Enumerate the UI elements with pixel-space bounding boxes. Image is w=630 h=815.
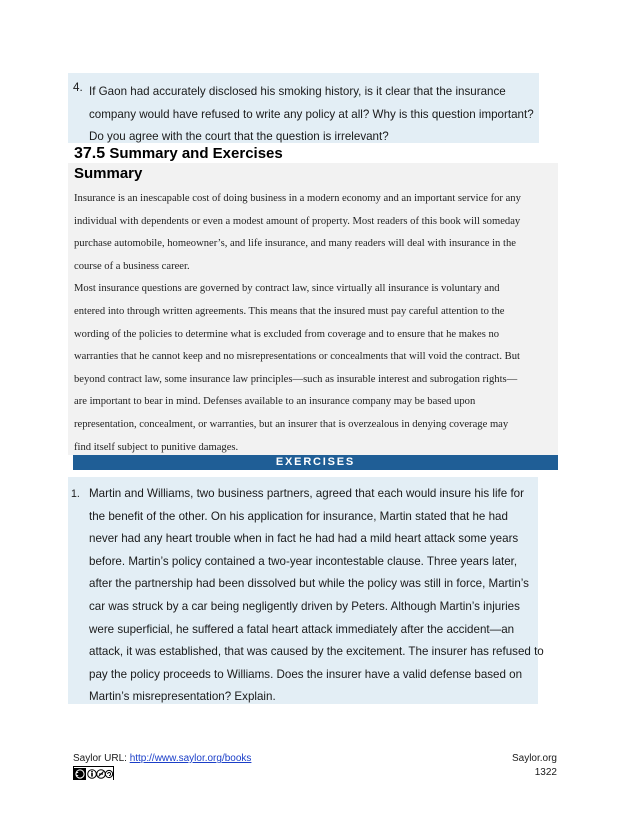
cc-license-icon — [74, 768, 113, 780]
question-4-text — [89, 81, 537, 149]
question-4-line: company would have refused to write any policy at all? Why is this question important? — [89, 107, 534, 121]
summary-line: purchase automobile, homeowner’s, and life insurance, and many readers will deal with insurance in the — [74, 238, 516, 250]
summary-box — [68, 163, 558, 455]
exercise-1-line: before. Martin’s policy contained a two-year incontestable clause. Three years later, — [89, 554, 518, 568]
cc-license-badge[interactable] — [73, 766, 114, 780]
exercise-1-text — [89, 483, 544, 709]
footer-page-number: 1322 — [534, 767, 557, 778]
exercise-1-line: were superficial, he suffered a fatal heart attack immediately after the accident—an — [89, 622, 515, 636]
exercise-1-line: Martin’s misrepresentation? Explain. — [89, 690, 276, 704]
exercise-1-line: pay the policy proceeds to Williams. Does the insurer have a valid defense based on — [89, 667, 523, 681]
question-4-number: 4. — [73, 81, 83, 94]
summary-line: are important to bear in mind. Defenses available to an insurance company may be based upon — [74, 396, 476, 408]
exercise-1-line: the benefit of the other. On his application for insurance, Martin stated that he had — [89, 509, 508, 523]
exercise-1-line: Martin and Williams, two business partners, agreed that each would insure his life for — [89, 487, 524, 500]
summary-line: entered into through written agreements. This means that the insured must pay careful attention to the — [74, 305, 505, 317]
section-title — [74, 145, 283, 163]
footer-site: Saylor.org — [511, 753, 557, 764]
footer-url — [73, 753, 251, 764]
exercise-1-number: 1. — [71, 488, 80, 500]
summary-line: warranties that he cannot keep and no misrepresentations or concealments that will void the contract. But — [74, 351, 520, 363]
footer-url-label: Saylor URL: — [73, 753, 130, 764]
exercise-1-line: attack, it was established, that was caused by the excitement. The insurer has refused to — [89, 645, 544, 659]
summary-line: beyond contract law, some insurance law principles—such as insurable interest and subrogation rights— — [74, 373, 518, 385]
exercise-1-box — [68, 477, 544, 704]
summary-line: course of a business career. — [74, 260, 190, 272]
summary-body — [74, 188, 558, 459]
section-number: 37.5 — [74, 145, 106, 162]
summary-line: Insurance is an inescapable cost of doing business in a modern economy and an important service for any — [74, 193, 521, 204]
exercise-1-line: after the partnership had been dissolved but while the policy was still in force, Martin’s — [89, 577, 529, 591]
section-title-text: Summary and Exercises — [109, 145, 283, 162]
question-4-line: If Gaon had accurately disclosed his smoking history, is it clear that the insurance — [89, 85, 506, 98]
summary-line: representation, concealment, or warranties, but an insurer that is overzealous in denying coverage may — [74, 418, 509, 430]
question-4-box — [68, 73, 539, 143]
exercises-header: EXERCISES — [73, 455, 558, 470]
exercise-1-line: never had any heart trouble when in fact he had had a mild heart attack some years — [89, 532, 519, 546]
exercise-1-line: car was struck by a car being negligently driven by Peters. Although Martin’s injuries — [89, 599, 520, 613]
summary-line: wording of the policies to determine what is excluded from coverage and to ensure that he makes no — [74, 328, 500, 340]
footer-url-link[interactable]: http://www.saylor.org/books — [129, 753, 252, 764]
summary-line: Most insurance questions are governed by contract law, since virtually all insurance is voluntary and — [74, 283, 500, 295]
summary-line: find itself subject to punitive damages. — [74, 441, 239, 453]
summary-heading: Summary — [74, 165, 143, 182]
question-4-line: Do you agree with the court that the question is irrelevant? — [89, 130, 389, 143]
summary-line: individual with dependents or even a modest amount of property. Most readers of this book will someday — [74, 215, 521, 227]
